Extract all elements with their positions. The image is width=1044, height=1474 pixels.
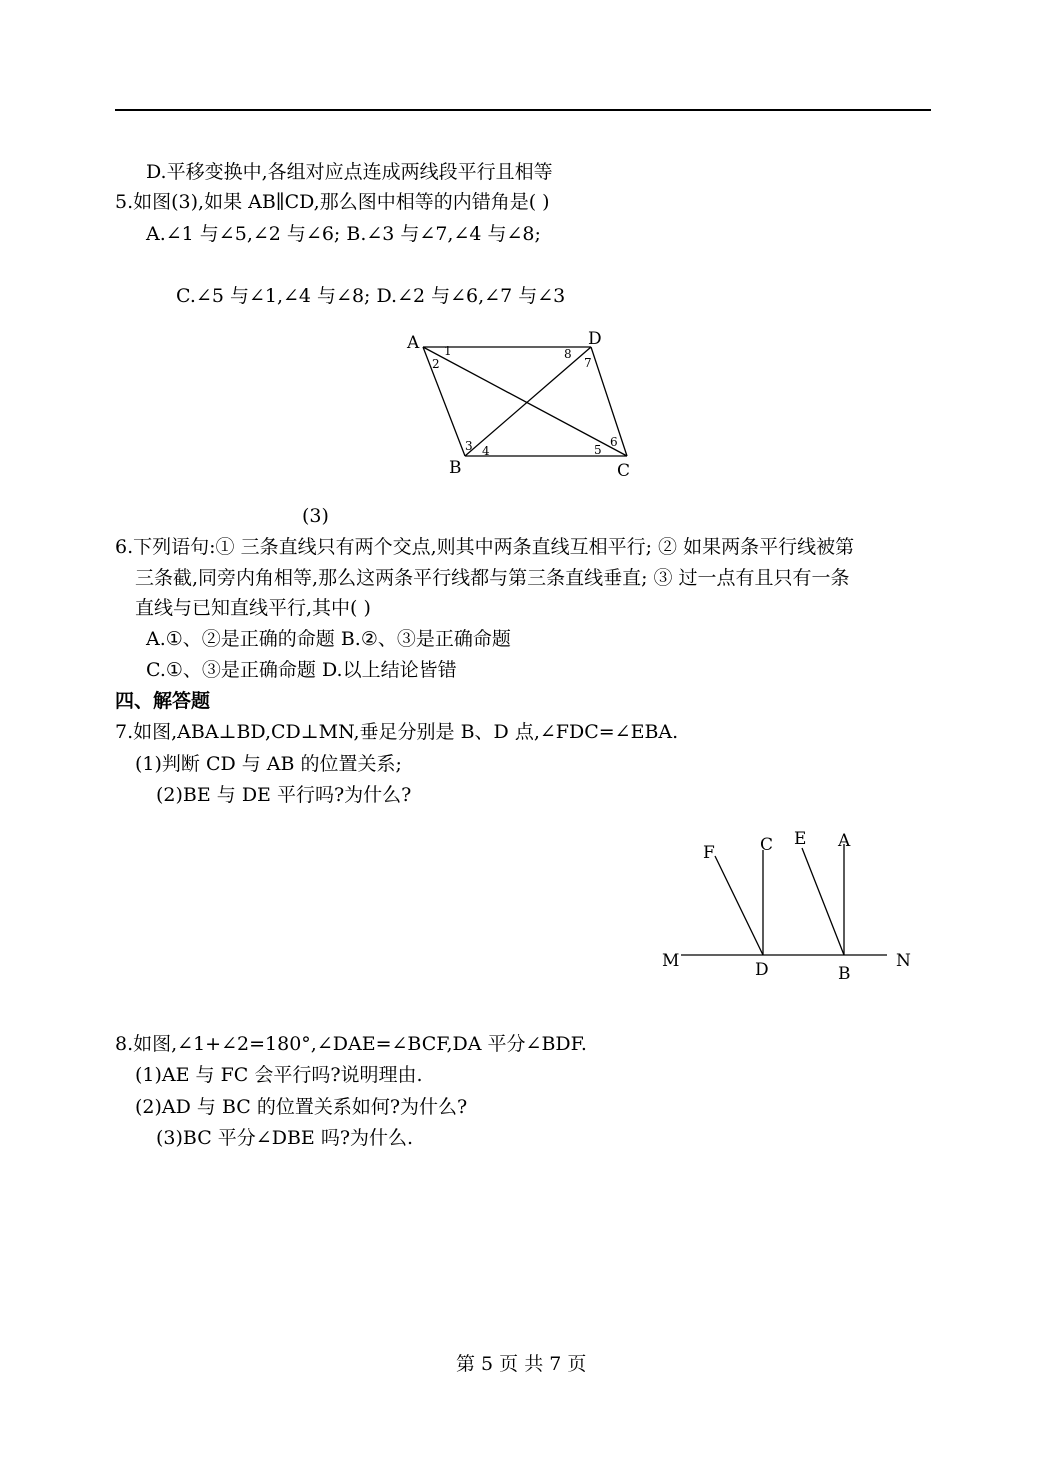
line-ab bbox=[423, 347, 465, 456]
point-label-a: A bbox=[407, 333, 420, 353]
point-label-m: M bbox=[662, 951, 680, 971]
point-label-c: C bbox=[760, 835, 774, 855]
q7-part-2: (2)BE 与 DE 平行吗?为什么? bbox=[156, 784, 412, 806]
angle-label-2: 2 bbox=[432, 357, 440, 371]
q6-options-cd: C.①、③是正确命题 D.以上结论皆错 bbox=[146, 659, 457, 681]
angle-label-6: 6 bbox=[610, 435, 618, 449]
page-number-footer: 第 5 页 共 7 页 bbox=[456, 1353, 587, 1375]
q5-figure bbox=[395, 322, 645, 482]
point-label-d: D bbox=[588, 329, 602, 349]
point-label-c: C bbox=[617, 461, 631, 481]
point-label-f: F bbox=[703, 843, 715, 863]
point-label-b: B bbox=[838, 964, 851, 984]
q6-line-1: 6.下列语句:① 三条直线只有两个交点,则其中两条直线互相平行; ② 如果两条平行线被第 bbox=[115, 536, 855, 558]
q4-option-d: D.平移变换中,各组对应点连成两线段平行且相等 bbox=[146, 161, 553, 183]
header-rule bbox=[115, 109, 931, 111]
q5-figure-caption: (3) bbox=[302, 505, 329, 527]
section-title: 四、解答题 bbox=[115, 690, 211, 712]
angle-label-3: 3 bbox=[465, 439, 473, 453]
q8-part-1: (1)AE 与 FC 会平行吗?说明理由. bbox=[135, 1064, 423, 1086]
q7-part-1: (1)判断 CD 与 AB 的位置关系; bbox=[135, 753, 402, 775]
q8-stem: 8.如图,∠1+∠2=180°,∠DAE=∠BCF,DA 平分∠BDF. bbox=[115, 1033, 587, 1055]
q8-part-2: (2)AD 与 BC 的位置关系如何?为什么? bbox=[135, 1096, 468, 1118]
line-df bbox=[715, 856, 763, 955]
point-label-a: A bbox=[838, 831, 851, 851]
q5-options-ab: A.∠1 与∠5,∠2 与∠6; B.∠3 与∠7,∠4 与∠8; bbox=[146, 223, 541, 245]
point-label-b: B bbox=[449, 458, 462, 478]
q7-stem: 7.如图,ABA⊥BD,CD⊥MN,垂足分别是 B、D 点,∠FDC=∠EBA. bbox=[115, 721, 679, 743]
angle-label-4: 4 bbox=[482, 444, 490, 458]
q7-figure bbox=[655, 822, 920, 987]
q6-line-3: 直线与已知直线平行,其中( ) bbox=[135, 597, 371, 619]
point-label-d: D bbox=[755, 960, 769, 980]
q5-options-cd: C.∠5 与∠1,∠4 与∠8; D.∠2 与∠6,∠7 与∠3 bbox=[176, 285, 566, 307]
q6-options-ab: A.①、②是正确的命题 B.②、③是正确命题 bbox=[146, 628, 511, 650]
angle-label-7: 7 bbox=[584, 356, 592, 370]
diagonal-bd bbox=[465, 347, 591, 456]
point-label-n: N bbox=[896, 951, 911, 971]
line-be bbox=[802, 848, 844, 955]
q8-part-3: (3)BC 平分∠DBE 吗?为什么. bbox=[156, 1127, 414, 1149]
angle-label-1: 1 bbox=[444, 344, 452, 358]
angle-label-5: 5 bbox=[594, 443, 602, 457]
q6-line-2: 三条截,同旁内角相等,那么这两条平行线都与第三条直线垂直; ③ 过一点有且只有一条 bbox=[135, 567, 850, 589]
q5-stem: 5.如图(3),如果 AB∥CD,那么图中相等的内错角是( ) bbox=[115, 191, 550, 213]
point-label-e: E bbox=[794, 829, 807, 849]
angle-label-8: 8 bbox=[564, 347, 572, 361]
